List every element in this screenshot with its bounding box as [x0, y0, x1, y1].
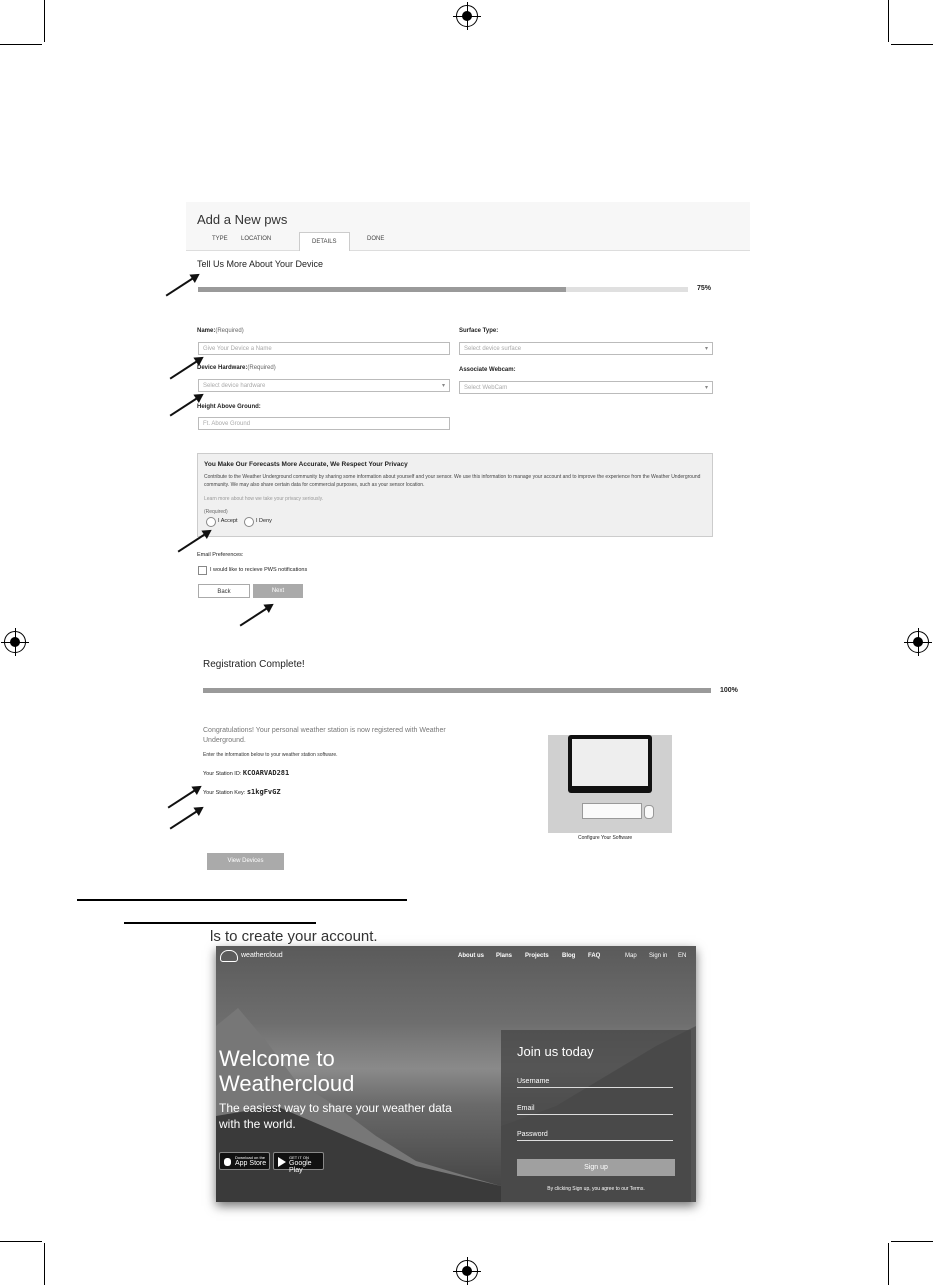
cloud-logo-icon	[220, 950, 238, 962]
completion-progress-label: 100%	[720, 687, 738, 694]
nav-faq[interactable]: FAQ	[588, 953, 601, 959]
page-header	[186, 202, 750, 251]
webcam-label: Associate Webcam:	[459, 367, 516, 373]
google-play-button[interactable]	[273, 1152, 324, 1174]
view-devices-button[interactable]: View Devices	[207, 853, 284, 870]
surface-label: Surface Type:	[459, 328, 499, 334]
nav-blog[interactable]: Blog	[562, 953, 576, 959]
username-input[interactable]: Username	[517, 1078, 673, 1088]
crop-mark	[888, 1243, 889, 1285]
surface-type-select[interactable]: Select device surface ▾	[459, 342, 713, 355]
pws-registration-screenshot	[186, 202, 750, 867]
hero-title: Welcome to Weathercloud	[219, 1046, 355, 1096]
nav-projects[interactable]: Projects	[525, 953, 549, 959]
google-play-big: Google Play	[289, 1160, 312, 1174]
illustration-caption: Configure Your Software	[578, 835, 633, 841]
crop-mark	[44, 1243, 45, 1285]
registration-mark-icon	[456, 1260, 478, 1282]
monitor-icon	[568, 735, 652, 793]
completion-progress-bar	[203, 688, 711, 693]
notifications-checkbox[interactable]	[198, 566, 207, 575]
hero-subtitle: The easiest way to share your weather data with the world.	[219, 1101, 452, 1131]
webcam-select[interactable]: Select WebCam ▾	[459, 381, 713, 394]
nav-about-us[interactable]: About us	[458, 953, 484, 959]
device-hardware-select[interactable]: Select device hardware ▾	[198, 379, 450, 392]
station-id-value: KCOARVAD281	[242, 769, 290, 777]
doc-text-fragment: ls to create your account.	[210, 928, 378, 944]
accept-label: I Accept	[218, 518, 238, 524]
apple-icon	[224, 1158, 231, 1166]
password-input[interactable]: Password	[517, 1131, 673, 1141]
privacy-link[interactable]: Learn more about how we take your privacy seriously.	[204, 496, 324, 502]
doc-underline	[124, 922, 316, 924]
registration-mark-icon	[456, 5, 478, 27]
weathercloud-screenshot	[216, 946, 696, 1202]
monitor-screen	[572, 739, 648, 786]
crop-mark	[0, 44, 42, 45]
signup-title: Join us today	[517, 1044, 594, 1059]
play-icon	[278, 1157, 286, 1167]
privacy-body: Contribute to the Weather Underground community by sharing some information about yourself and your sensor. We use this information to manage your account and to improve the experience from the Weather Underground community. We may also share certain data for commercial purposes, such as your sensor location.	[204, 474, 701, 488]
app-store-big: App Store	[235, 1160, 267, 1167]
email-input[interactable]: Email	[517, 1105, 673, 1115]
weathercloud-logo[interactable]: weathercloud	[241, 952, 283, 959]
page-title: Add a New pws	[197, 212, 288, 227]
progress-bar	[198, 287, 688, 292]
name-label: Name:(Required)	[197, 328, 244, 334]
keyboard-icon	[582, 803, 642, 819]
signup-panel	[501, 1030, 691, 1202]
crop-mark	[44, 0, 45, 42]
software-illustration	[548, 735, 672, 833]
privacy-panel	[197, 453, 713, 537]
station-id-row: Your Station ID: KCOARVAD281	[203, 769, 290, 777]
enter-info-text: Enter the information below to your weather station software.	[203, 752, 338, 758]
mouse-icon	[644, 805, 654, 819]
language-selector[interactable]: EN	[678, 953, 687, 959]
google-play-small: GET IT ON	[289, 1155, 309, 1160]
back-button[interactable]: Back	[198, 584, 250, 598]
station-key-value: s1kgFvGZ	[246, 788, 281, 796]
nav-map[interactable]: Map	[625, 953, 637, 959]
hardware-label: Device Hardware:(Required)	[197, 365, 276, 371]
registration-mark-icon	[4, 631, 26, 653]
height-input[interactable]: Ft. Above Ground	[198, 417, 450, 430]
crop-mark	[891, 44, 933, 45]
privacy-required: (Required)	[204, 509, 228, 515]
tab-done[interactable]: DONE	[367, 236, 385, 242]
doc-underline	[77, 899, 407, 901]
progress-label: 75%	[697, 285, 712, 292]
terms-text: By clicking Sign up, you agree to our Terms.	[547, 1186, 645, 1192]
registration-mark-icon	[907, 631, 929, 653]
privacy-title: You Make Our Forecasts More Accurate, We Respect Your Privacy	[204, 461, 408, 468]
height-label: Height Above Ground:	[197, 404, 261, 410]
deny-label: I Deny	[256, 518, 272, 524]
nav-sign-in[interactable]: Sign in	[649, 953, 668, 959]
app-store-small: Download on the	[235, 1155, 266, 1160]
registration-complete-title: Registration Complete!	[203, 659, 305, 670]
tab-type[interactable]: TYPE	[212, 236, 228, 242]
crop-mark	[888, 0, 889, 42]
deny-radio[interactable]	[244, 517, 254, 527]
tab-location[interactable]: LOCATION	[241, 236, 272, 242]
device-name-input[interactable]: Give Your Device a Name	[198, 342, 450, 355]
crop-mark	[0, 1241, 42, 1242]
section-heading: Tell Us More About Your Device	[197, 259, 324, 269]
crop-mark	[891, 1241, 933, 1242]
congratulations-text: Congratulations! Your personal weather station is now registered with Weather Underground.	[203, 727, 446, 744]
email-preferences-label: Email Preferences:	[197, 552, 244, 558]
app-store-button[interactable]	[219, 1152, 270, 1170]
next-button[interactable]: Next	[253, 584, 303, 598]
station-key-row: Your Station Key: s1kgFvGZ	[203, 788, 281, 796]
tab-details[interactable]: DETAILS	[299, 232, 350, 251]
nav-plans[interactable]: Plans	[496, 953, 513, 959]
notifications-label: I would like to recieve PWS notifications	[210, 567, 308, 573]
signup-button[interactable]: Sign up	[517, 1159, 675, 1176]
